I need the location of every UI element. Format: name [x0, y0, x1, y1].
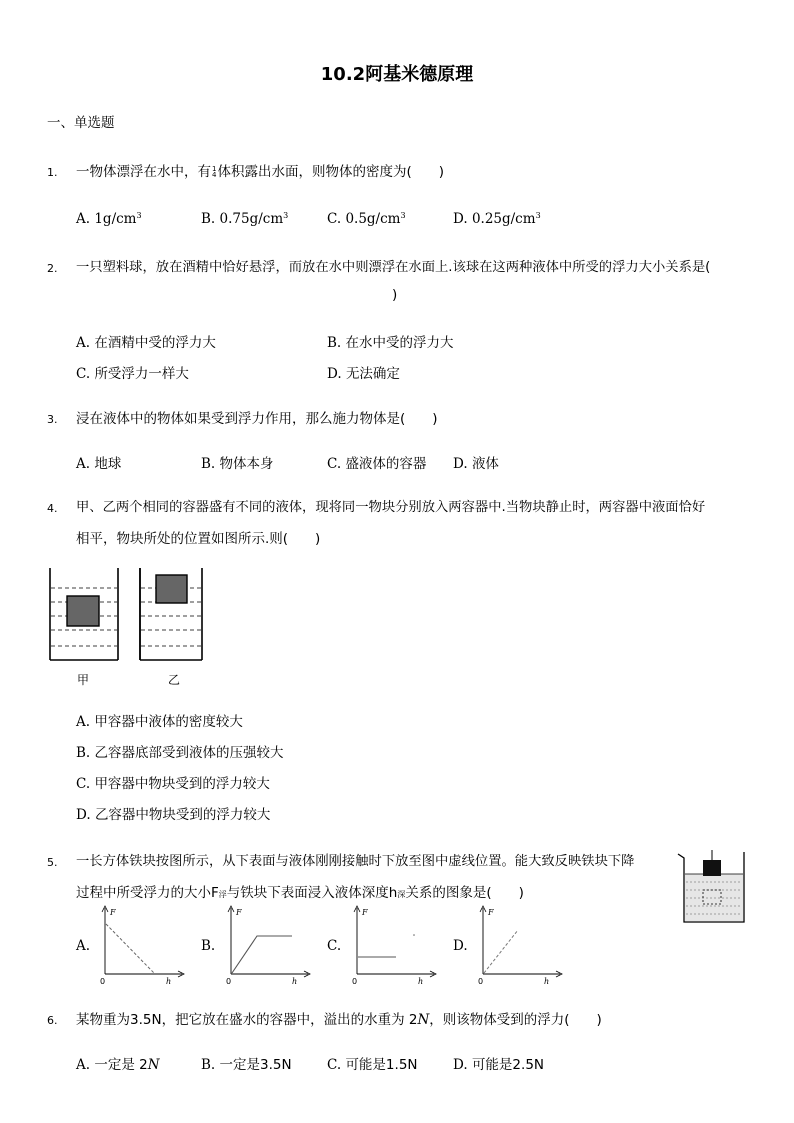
- graph-c-dot: [413, 934, 415, 936]
- question-6-option-c[interactable]: C. 可能是1.5N: [327, 1057, 418, 1073]
- question-5-option-c-label[interactable]: C.: [327, 938, 342, 954]
- question-2-option-a[interactable]: A. 在酒精中受的浮力大: [76, 335, 216, 351]
- fraction: 1 4: [212, 165, 217, 179]
- graph-b[interactable]: [222, 904, 312, 986]
- graph-d[interactable]: [474, 904, 564, 986]
- label-yi: 乙: [168, 673, 181, 687]
- graph-d-x-label: h: [544, 977, 550, 986]
- question-4-text: 甲、乙两个相同的容器盛有不同的液体，现将同一物块分别放入两容器中.当物块静止时，两容器中液面恰好: [76, 500, 706, 515]
- question-3-number: 3.: [47, 413, 58, 426]
- question-4-text-line2: 相平，物块所处的位置如图所示.则( ): [76, 531, 321, 547]
- question-5-option-d-label[interactable]: D.: [453, 938, 468, 954]
- graph-d-line: [484, 930, 518, 973]
- beaker-diagram: [674, 848, 750, 926]
- question-2-option-d[interactable]: D. 无法确定: [327, 366, 400, 382]
- question-1-option-c[interactable]: C. $0.5g/cm^3$: [327, 211, 406, 227]
- graph-a[interactable]: [96, 904, 186, 986]
- graph-c-origin: 0: [352, 977, 358, 986]
- block-yi: [156, 575, 187, 603]
- question-6-option-d[interactable]: D. 可能是2.5N: [453, 1057, 545, 1073]
- question-5-text-line2: 过程中所受浮力的大小F浮与铁块下表面浸入液体深度h深关系的图象是( ): [76, 885, 524, 901]
- question-2-text: 一只塑料球，放在酒精中恰好悬浮，而放在水中则漂浮在水面上.该球在这两种液体中所受的浮力大小关系是(: [76, 260, 711, 275]
- question-4-option-b[interactable]: B. 乙容器底部受到液体的压强较大: [76, 745, 284, 761]
- question-6-number: 6.: [47, 1014, 58, 1027]
- graph-a-x-label: h: [166, 977, 172, 986]
- graph-a-line: [106, 924, 154, 973]
- question-1-option-b[interactable]: B. $0.75g/cm^3$: [201, 211, 289, 227]
- question-4-option-a[interactable]: A. 甲容器中液体的密度较大: [76, 714, 243, 730]
- question-5-option-b-label[interactable]: B.: [201, 938, 216, 954]
- question-4-option-d[interactable]: D. 乙容器中物块受到的浮力较大: [76, 807, 271, 823]
- question-6-option-a[interactable]: A. 一定是 2N: [76, 1057, 160, 1073]
- page-title: 10.2阿基米德原理: [320, 64, 474, 85]
- question-5-number: 5.: [47, 856, 58, 869]
- question-3-option-c[interactable]: C. 盛液体的容器: [327, 456, 427, 472]
- question-6-text: 某物重为3.5N，把它放在盛水的容器中，溢出的水重为 2N，则该物体受到的浮力( ): [76, 1012, 602, 1028]
- section-heading: 一、单选题: [47, 115, 115, 131]
- graph-b-x-label: h: [292, 977, 298, 986]
- question-4-option-c[interactable]: C. 甲容器中物块受到的浮力较大: [76, 776, 270, 792]
- graph-b-line: [232, 936, 292, 973]
- question-1-option-a[interactable]: A. $1g/cm^3$: [76, 211, 142, 227]
- graph-c-x-label: h: [418, 977, 424, 986]
- graph-c-y-label: F: [362, 908, 368, 917]
- graph-b-origin: 0: [226, 977, 232, 986]
- label-jia: 甲: [77, 673, 90, 687]
- question-4-number: 4.: [47, 502, 58, 515]
- question-5-option-a-label[interactable]: A.: [76, 938, 91, 954]
- container-yi-diagram: [138, 566, 204, 664]
- container-jia: [50, 568, 118, 660]
- question-3-option-b[interactable]: B. 物体本身: [201, 456, 274, 472]
- question-1-option-d[interactable]: D. $0.25g/cm^3$: [453, 211, 541, 227]
- block-jia: [67, 596, 99, 626]
- question-3-option-a[interactable]: A. 地球: [76, 456, 122, 472]
- question-6-option-b[interactable]: B. 一定是3.5N: [201, 1057, 292, 1073]
- graph-d-origin: 0: [478, 977, 484, 986]
- graph-d-y-label: F: [488, 908, 494, 917]
- question-5-text: 一长方体铁块按图所示，从下表面与液体刚刚接触时下放至图中虚线位置。能大致反映铁块下降: [76, 854, 635, 869]
- question-2-option-b[interactable]: B. 在水中受的浮力大: [327, 335, 454, 351]
- question-3-text: 浸在液体中的物体如果受到浮力作用，那么施力物体是( ): [76, 411, 438, 427]
- graph-a-origin: 0: [100, 977, 106, 986]
- question-2-option-c[interactable]: C. 所受浮力一样大: [76, 366, 189, 382]
- question-3-option-d[interactable]: D. 液体: [453, 456, 499, 472]
- question-1-number: 1.: [47, 166, 58, 179]
- question-2-number: 2.: [47, 262, 58, 275]
- question-1-text: 一物体漂浮在水中，有 1 4 体积露出水面，则物体的密度为( ): [76, 164, 445, 180]
- graph-a-y-label: F: [110, 908, 116, 917]
- question-2-text-line2: ): [392, 287, 398, 303]
- graph-b-y-label: F: [236, 908, 242, 917]
- iron-block: [703, 860, 721, 876]
- graph-c[interactable]: [348, 904, 438, 986]
